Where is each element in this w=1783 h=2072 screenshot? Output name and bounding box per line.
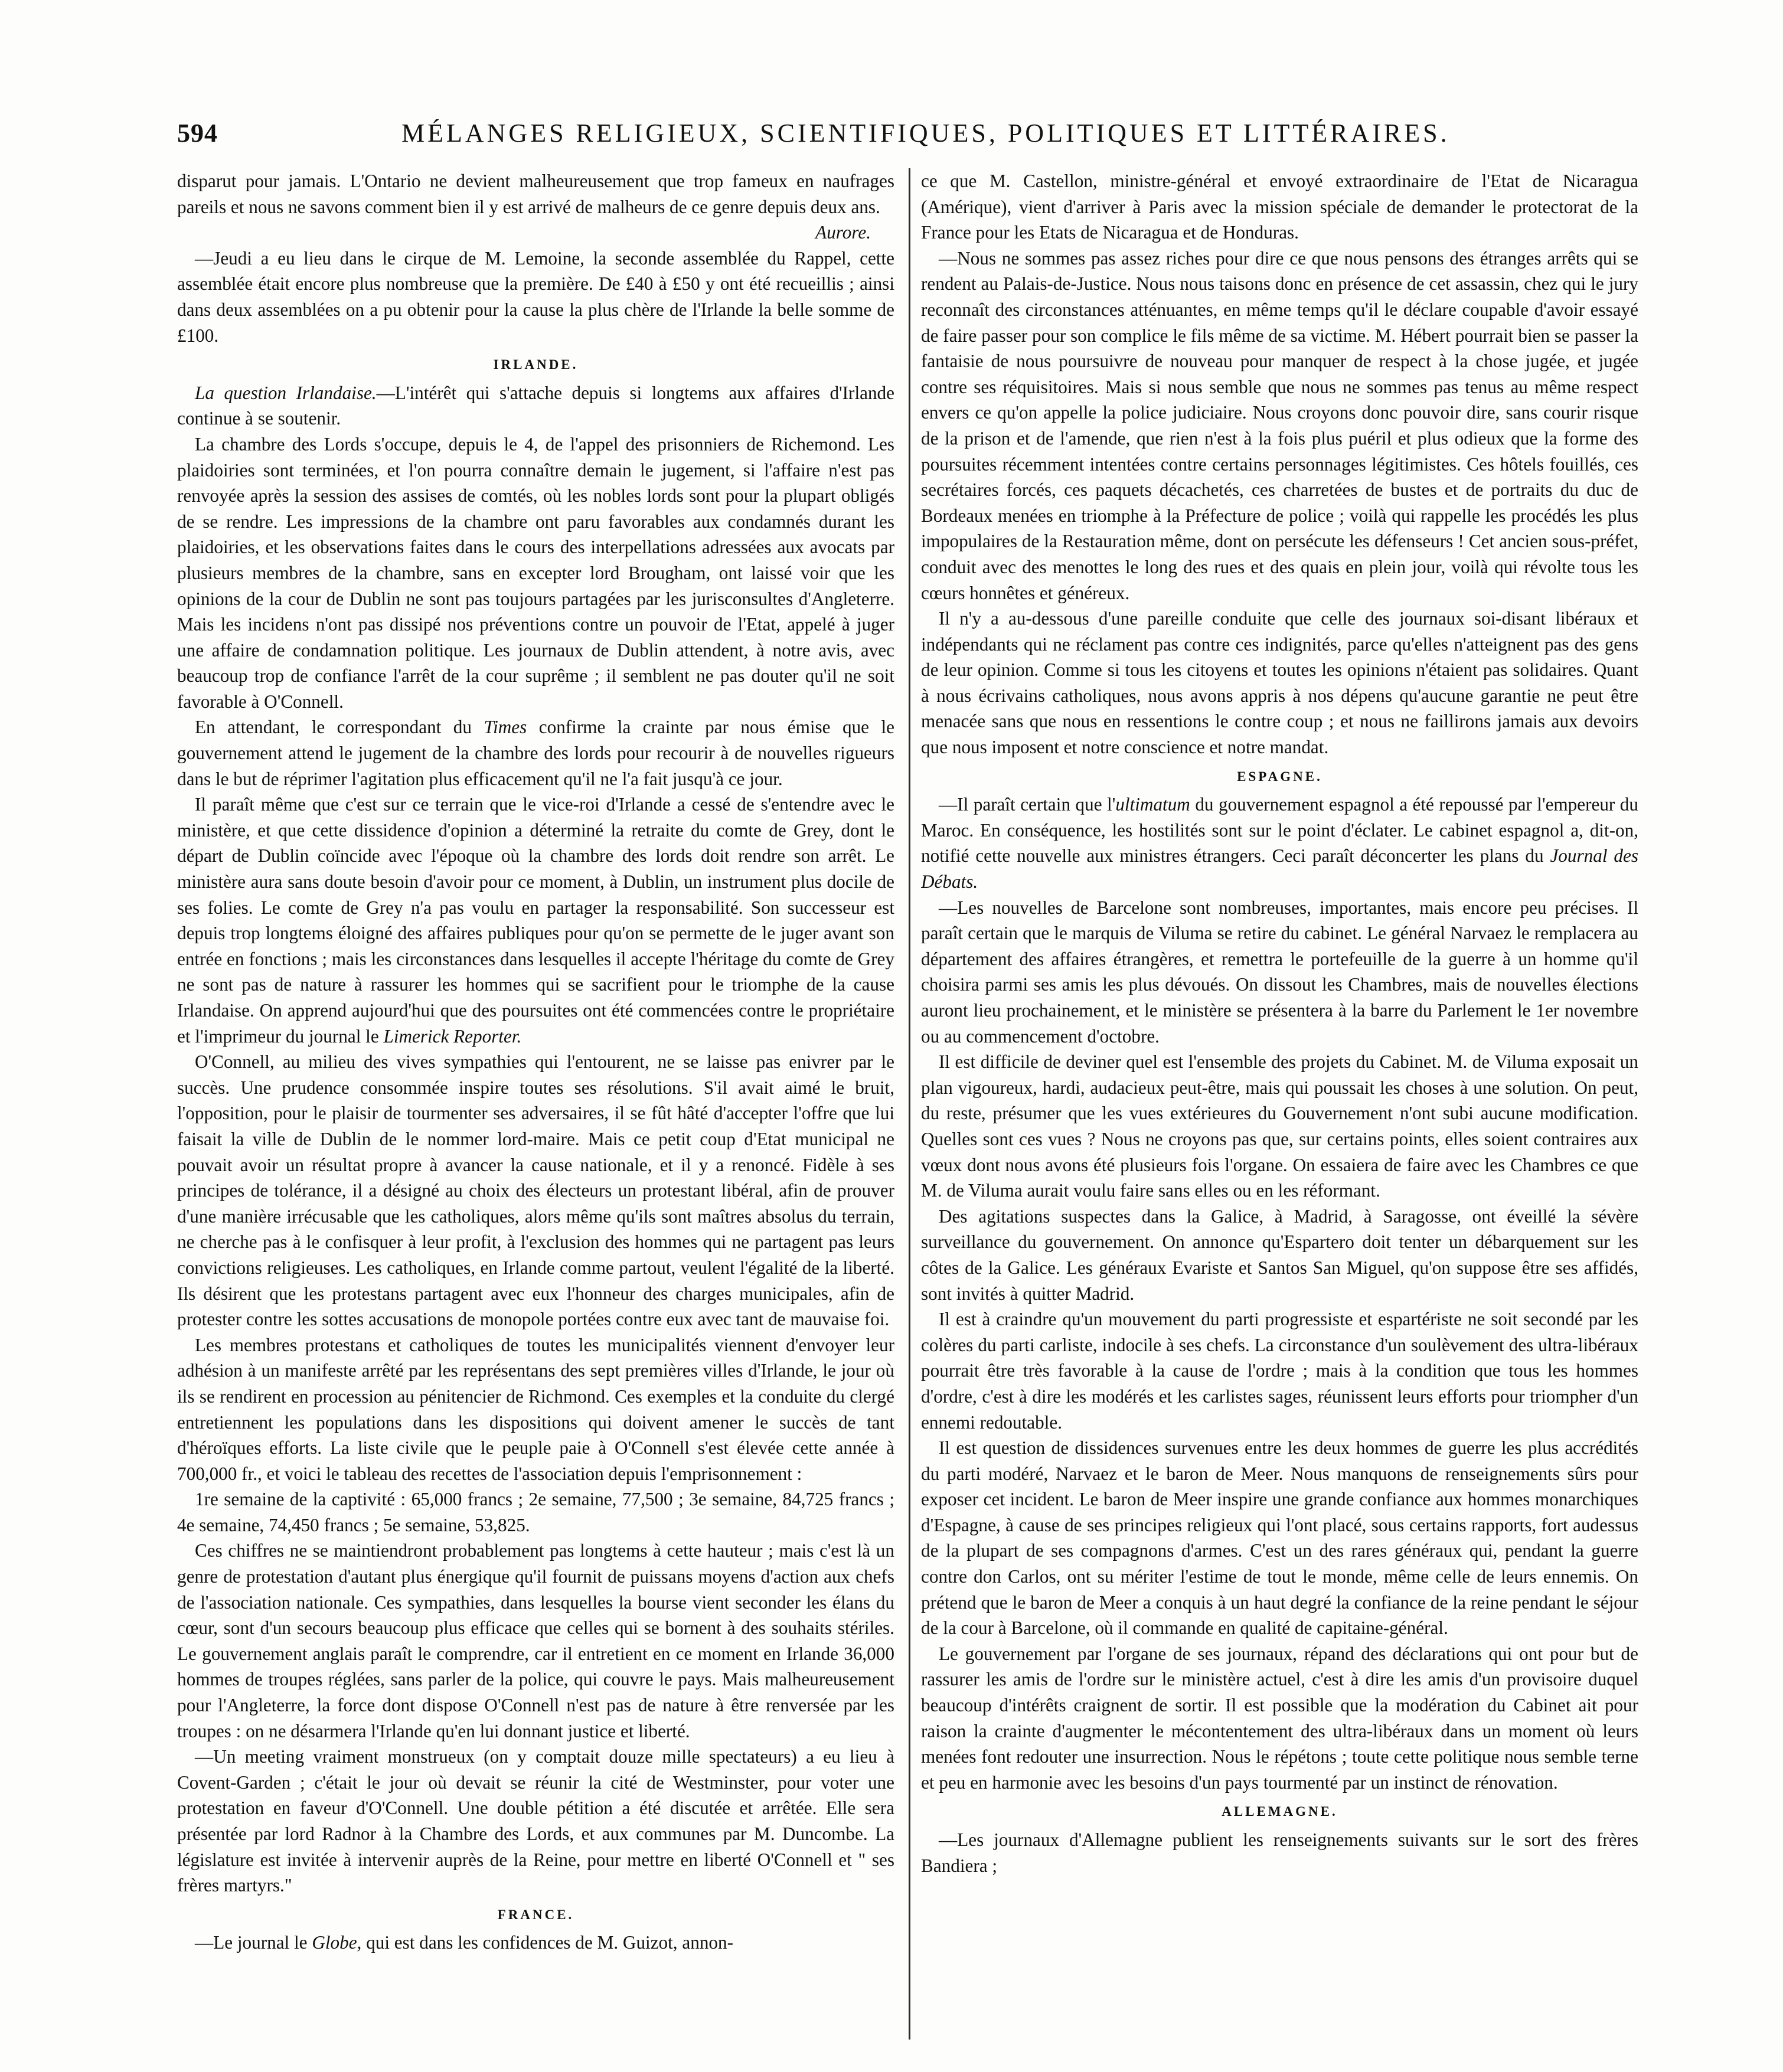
article-lead: La question Irlandaise. (195, 382, 377, 403)
newspaper-name: Globe, (312, 1932, 362, 1953)
emphasis: ultimatum (1115, 794, 1190, 815)
paragraph: Il n'y a au-dessous d'une pareille conduite que celle des journaux soi-disant libéraux et indépendants qui ne réclament pas contre ces indignités, parce qu'elles n'atteignent pas des gens de leur opinion. Comme si tous les citoyens et toutes les opinions n'étaient pas solidaires. Quant à nous écrivains catholiques, nous avons appris à nos dépens qu'aucune garantie ne peut être menacée sans que nous en ressentions le contre coup ; et nous ne faillirons jamais aux devoirs que nous imposent et notre conscience et notre mandat. (921, 608, 1638, 758)
page-header (177, 118, 1618, 165)
paragraph (177, 792, 894, 1049)
paragraph: O'Connell, au milieu des vives sympathies qui l'entourent, ne se laisse pas enivrer par le succès. Une prudence consommée inspire toutes ses résolutions. S'il avait aimé le bruit, l'opposition, pour le plaisir de tourmenter ses adversaires, il se fût hâté d'accepter l'offre que lui faisait la ville de Dublin de le nommer lord-maire. Mais ce petit coup d'Etat municipal ne pouvait avoir un résultat propre à avancer la cause nationale, et il y a renoncé. Fidèle à ses principes de tolérance, il a désigné au choix des électeurs un protestant libéral, afin de prouver d'une manière irrécusable que les catholiques, alors même qu'ils sont maîtres absolus du terrain, ne cherche pas à le confisquer à leur profit, à l'exclusion des hommes qui ne partagent pas leurs convictions religieuses. Les catholiques, en Irlande comme partout, veulent l'égalité de la liberté. Ils désirent que les protestans partagent avec eux l'honneur des charges municipales, afin de protester contre les sottes accusations de monopole portées contre eux avec tant de mauvaise foi. (177, 1051, 894, 1330)
article-text: du gouvernement espagnol a été repoussé par l'empereur du Maroc. En conséquence, les hostilités sont sur le point d'éclater. Le cabinet espagnol a, dit-on, notifié cette nouvelle aux ministres étrangers. Ceci paraît déconcerter les plans du (921, 794, 1638, 867)
article-text: En attendant, le correspondant du (195, 717, 484, 738)
article-text: —L'intérêt qui s'attache depuis si longtems aux affaires d'Irlande continue à se soutenir. (177, 382, 894, 429)
paragraph: —Les nouvelles de Barcelone sont nombreuses, importantes, mais encore peu précises. Il paraît certain que le marquis de Viluma se retire du cabinet. Le général Narvaez le remplacera au département des affaires étrangères, et remettra le portefeuille de la guerre à un homme qu'il choisira parmi ses amis les plus dévoués. On dissout les Chambres, mais de nouvelles élections auront lieu prochainement, et le ministère se présentera à la barre du Parlement le 1er novembre ou au commencement d'octobre. (921, 897, 1638, 1047)
article-text: confirme la crainte par nous émise que le gouvernement attend le jugement de la chambre des lords pour recourir à de nouvelles rigueurs dans le but de réprimer l'agitation plus efficacement qu'il ne l'a fait jusqu'à ce jour. (177, 717, 894, 789)
left-column (177, 168, 894, 2040)
newspaper-name: Limerick Reporter. (383, 1025, 522, 1047)
section-heading-espagne: ESPAGNE. (1237, 769, 1322, 784)
right-column (921, 168, 1638, 2040)
receipts-list: 1re semaine de la captivité : 65,000 francs ; 2e semaine, 77,500 ; 3e semaine, 84,725 francs ; 4e semaine, 74,450 francs ; 5e semaine, 53,825. (177, 1489, 894, 1535)
paragraph (177, 714, 894, 792)
paragraph: —Nous ne sommes pas assez riches pour dire ce que nous pensons des étranges arrêts qui se rendent au Palais-de-Justice. Nous nous taisons donc en présence de cet assassin, chez qui le jury reconnaît des circonstances atténuantes, en même temps qu'il le déclare coupable d'avoir essayé de faire passer pour son complice le fils même de sa victime. M. Hébert pourrait bien se passer la fantaisie de nous poursuivre de nouveau pour manquer de respect à la chose jugée, et jugée contre ses réquisitoires. Mais si nous semble que nous ne sommes pas tenus au même respect envers ce qu'on appelle la police judiciaire. Nous croyons donc pouvoir dire, sans courir risque de la prison et de l'amende, que rien n'est à la fois plus puéril et plus odieux que la forme des poursuites récemment intentées contre certains personnages légitimistes. Ces hôtels fouillés, ces secrétaires forcés, ces paquets décachetés, ces charretées de bustes et de portraits du duc de Bordeaux menées en triomphe à la Préfecture de police ; voilà qui rappelle les procédés les plus impopulaires de la Restauration même, dont on persécute les défenseurs ! Cet ancien sous-préfet, conduit avec des menottes le long des rues et des quais en plein jour, voilà qui révolte tous les cœurs honnêtes et généreux. (921, 247, 1638, 603)
section-heading-irlande: IRLANDE. (493, 357, 579, 372)
paragraph (921, 792, 1638, 894)
paragraph: La chambre des Lords s'occupe, depuis le 4, de l'appel des prisonniers de Richemond. Les plaidoiries sont terminées, et l'on pourra connaître demain le jugement, si l'affaire n'est pas renvoyée après la session des assises de comtés, où les nobles lords sont pour la plupart obligés de se rendre. Les impressions de la chambre ont paru favorables aux condamnés durant les plaidoiries, et les observations faites dans le cours des interpellations adressées aux avocats par plusieurs membres de la chambre, sans en excepter lord Brougham, ont laissé voir que les opinions de la cour de Dublin ne sont pas toujours partagées par les jurisconsultes d'Angleterre. Mais les incidens n'ont pas dissipé nos préventions contre un pouvoir de l'Etat, appelé à juger une affaire de condamnation politique. Les journaux de Dublin attendent, à notre avis, avec beaucoup trop de confiance l'arrêt de la cour suprême ; il semblent ne pas douter qu'il ne soit favorable à O'Connell. (177, 433, 894, 712)
paragraph: disparut pour jamais. L'Ontario ne devient malheureusement que trop fameux en naufrages pareils et nous ne savons comment bien il y est arrivé de malheurs de ce genre depuis deux ans. (177, 171, 894, 217)
running-title: MÉLANGES RELIGIEUX, SCIENTIFIQUES, POLITIQUES ET LITTÉRAIRES. (401, 119, 1450, 148)
paragraph: Les membres protestans et catholiques de toutes les municipalités viennent d'envoyer leur adhésion à un manifeste arrêté par les représentans des sept premières villes d'Irlande, le jour où ils se rendirent en procession au pénitencier de Richmond. Ces exemples et la conduite du clergé entretiennent les populations dans les dispositions qui doivent amener le succès de tant d'héroïques efforts. La liste civile que le peuple paie à O'Connell s'est élevée cette année à 700,000 fr., et voici le tableau des recettes de l'association depuis l'emprisonnement : (177, 1334, 894, 1484)
paragraph: ce que M. Castellon, ministre-général et envoyé extraordinaire de l'Etat de Nicaragua (Amérique), vient d'arriver à Paris avec la mission spéciale de demander le protectorat de la France pour les Etats de Nicaragua et de Honduras. (921, 171, 1638, 243)
paragraph: Il est difficile de deviner quel est l'ensemble des projets du Cabinet. M. de Viluma exposait un plan vigoureux, hardi, audacieux peut-être, mais qui poussait les choses à une solution. On peut, du reste, présumer que les vues extérieures du Gouvernement n'ont subi aucune modification. Quelles sont ces vues ? Nous ne croyons pas que, sur certains points, elles soient contraires aux vœux dont nous avons été plusieurs fois l'organe. On essaiera de faire avec les Chambres ce que M. de Viluma aurait voulu faire sans elles ou en les réformant. (921, 1051, 1638, 1201)
section-heading-france: FRANCE. (497, 1907, 574, 1922)
page-number: 594 (177, 119, 218, 148)
paragraph (177, 1930, 894, 1956)
paragraph: Il est à craindre qu'un mouvement du parti progressiste et espartériste ne soit secondé par les colères du parti carliste, indocile à ses chefs. La circonstance d'un soulèvement des ultra-libéraux pourrait être très favorable à la cause de l'ordre ; mais à la condition que tous les hommes d'ordre, c'est à dire les modérés et les carlistes sages, réunissent leurs efforts pour triompher d'un ennemi redoutable. (921, 1309, 1638, 1433)
column-divider (909, 168, 910, 2040)
paragraph: Des agitations suspectes dans la Galice, à Madrid, à Saragosse, ont éveillé la sévère surveillance du gouvernement. On annonce qu'Espartero doit tenter un débarquement sur les côtes de la Galice. Les généraux Evariste et Santos San Miguel, qu'on suppose être ses affidés, sont invités à quitter Madrid. (921, 1205, 1638, 1304)
paragraph: —Les journaux d'Allemagne publient les renseignements suivants sur le sort des frères Bandiera ; (921, 1829, 1638, 1876)
paragraph: Il est question de dissidences survenues entre les deux hommes de guerre les plus accrédités du parti modéré, Narvaez et le baron de Meer. Nous manquons de renseignements sûrs pour exposer cet incident. Le baron de Meer inspire une grande confiance aux hommes monarchiques d'Espagne, à cause de ses principes religieux qui l'ont placé, sous certains rapports, fort audessus de la plupart de ses compagnons d'armes. C'est un des rares généraux qui, pendant la guerre contre don Carlos, ont su mériter l'estime de tout le monde, même celle de leurs ennemis. On prétend que le baron de Meer a conquis à un haut degré la confiance de la reine pendant le séjour de la cour à Barcelone, où il commande en qualité de capitaine-général. (921, 1437, 1638, 1639)
article-text: qui est dans les confidences de M. Guizot, annon- (361, 1932, 734, 1953)
newspaper-name: Journal des Débats. (921, 845, 1638, 893)
paragraph: —Jeudi a eu lieu dans le cirque de M. Lemoine, la seconde assemblée du Rappel, cette assemblée était encore plus nombreuse que la première. De £40 à £50 y ont été recueillis ; ainsi dans deux assemblées on a pu obtenir pour la cause la plus chère de l'Irlande la belle somme de £100. (177, 247, 894, 346)
newspaper-name: Times (484, 717, 527, 738)
paragraph: —Un meeting vraiment monstrueux (on y comptait douze mille spectateurs) a eu lieu à Covent-Garden ; c'était le jour où devait se réunir la cité de Westminster, pour voter une protestation en faveur d'O'Connell. Une double pétition a été discutée et arrêtée. Elle sera présentée par lord Radnor à la Chambre des Lords, et aux communes par M. Duncombe. La législature est invitée à intervenir auprès de la Reine, pour mettre en liberté O'Connell et " ses frères martyrs." (177, 1746, 894, 1896)
paragraph (177, 380, 894, 432)
article-text: —Le journal le (195, 1932, 312, 1953)
article-text: —Il paraît certain que l' (939, 794, 1116, 815)
article-text: Il paraît même que c'est sur ce terrain que le vice-roi d'Irlande a cessé de s'entendre avec le ministère, et que cette dissidence d'opinion a déterminé la retraite du comte de Grey, dont le départ de Dublin coïncide avec l'époque où la chambre des lords doit rendre son arrêt. Le ministère aura sans doute besoin d'avoir pour ce moment, à Dublin, un instrument plus docile de ses folies. Le comte de Grey n'a pas voulu en partager la responsabilité. Son successeur est depuis trop longtems éloigné des affaires publiques pour qu'on se permette de le juger avant son entrée en fonctions ; mais les circonstances dans lesquelles il accepte l'héritage du comte de Grey ne sont pas de nature à rassurer les hommes qui se sacrifient pour le triomphe de la cause Irlandaise. On apprend aujourd'hui que des poursuites ont été commencées contre le propriétaire et l'imprimeur du journal le (177, 794, 894, 1047)
paragraph: Ces chiffres ne se maintiendront probablement pas longtems à cette hauteur ; mais c'est là un genre de protestation d'autant plus énergique qu'il fournit de puissans moyens d'action aux chefs de l'association nationale. Ces sympathies, dans lesquelles la bourse vient seconder les élans du cœur, sont d'un secours beaucoup plus efficace que celles qui se bornent à des souhaits stériles. Le gouvernement anglais paraît le comprendre, car il entretient en ce moment en Irlande 36,000 hommes de troupes réglées, sans parler de la police, qui couvre le pays. Mais malheureusement pour l'Angleterre, la force dont dispose O'Connell n'est pas de nature à être renversée par les troupes : on ne désarmera l'Irlande qu'en lui donnant justice et liberté. (177, 1540, 894, 1741)
section-heading-allemagne: ALLEMAGNE. (1222, 1804, 1338, 1819)
paragraph: Le gouvernement par l'organe de ses journaux, répand des déclarations qui ont pour but de rassurer les amis de l'ordre sur le ministère actuel, c'est à dire les amis d'un provisoire duquel beaucoup d'intérêts craignent de sortir. Il est possible que la modération du Cabinet ait pour raison la crainte d'augmenter le mécontentement des ultra-libéraux dans un moment où leurs menées font redouter une insurrection. Nous le répétons ; toute cette politique nous semble terne et peu en harmonie avec les besoins d'un pays tourmenté par un instinct de rénovation. (921, 1643, 1638, 1793)
source-credit: Aurore. (815, 222, 871, 243)
